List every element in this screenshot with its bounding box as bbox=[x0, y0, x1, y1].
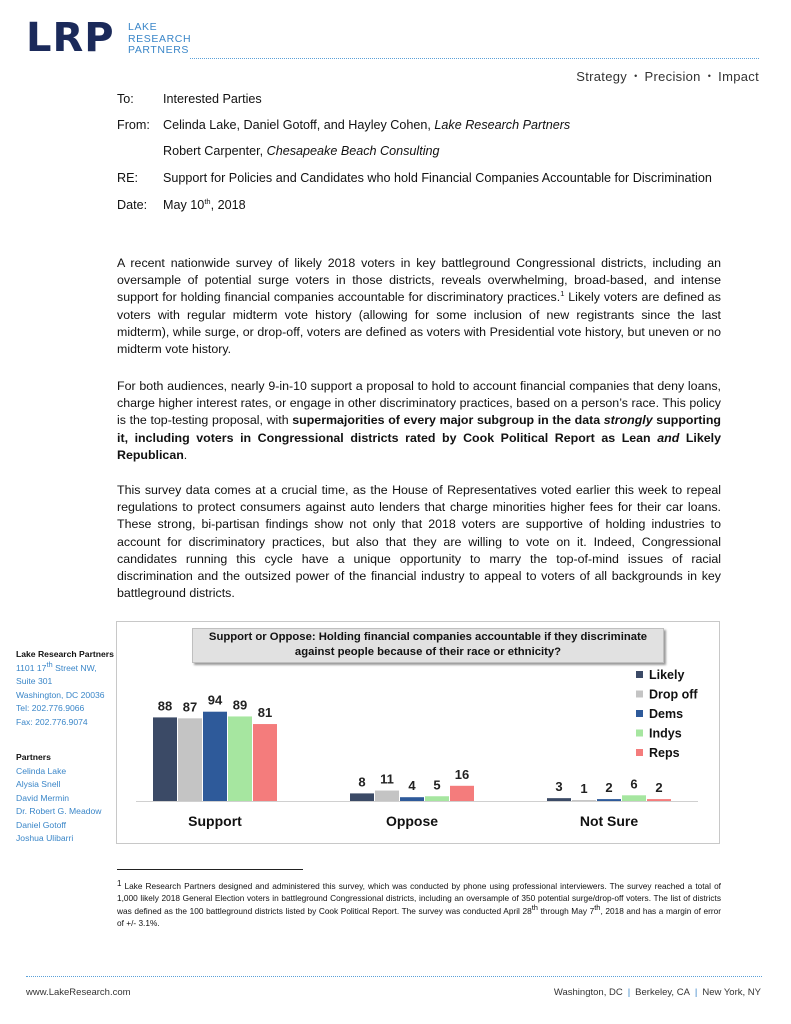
bar-support-dems bbox=[203, 712, 227, 801]
bar-oppose-dems bbox=[400, 797, 424, 801]
data-label: 1 bbox=[580, 781, 588, 797]
memo-date-value bbox=[163, 198, 246, 212]
legend-label: Indys bbox=[649, 726, 682, 741]
footnote-rule bbox=[117, 869, 303, 870]
data-label: 88 bbox=[157, 698, 173, 714]
bar-support-indys bbox=[228, 716, 252, 801]
bar-not-sure-likely bbox=[547, 798, 571, 801]
footer-office: New York, NY bbox=[702, 987, 761, 998]
sidebar-address bbox=[16, 648, 114, 729]
logo-word: RESEARCH bbox=[128, 32, 192, 45]
data-label: 8 bbox=[358, 774, 366, 790]
sidebar-partner: Dr. Robert G. Meadow bbox=[16, 806, 102, 816]
data-label: 5 bbox=[433, 777, 441, 793]
footer-divider bbox=[26, 976, 762, 977]
emphasis-text: supporting it, including voters in Congressional districts rated by Cook Political Report as Lean bbox=[117, 413, 721, 445]
bar-not-sure-drop-off bbox=[572, 800, 596, 801]
category-label: Oppose bbox=[385, 813, 439, 829]
tagline-word: Strategy bbox=[576, 69, 628, 84]
data-label: 94 bbox=[207, 692, 223, 708]
bar-not-sure-dems bbox=[597, 799, 621, 801]
footer-separator: | bbox=[694, 987, 698, 998]
memo-date-label: Date: bbox=[117, 198, 148, 212]
tagline bbox=[576, 69, 759, 84]
sidebar-partner: Celinda Lake bbox=[16, 765, 67, 776]
memo-date-year: , 2018 bbox=[210, 198, 246, 212]
footnote-sup: th bbox=[531, 902, 538, 912]
data-label: 81 bbox=[257, 705, 273, 721]
footer-separator: | bbox=[627, 987, 631, 998]
paragraph-findings bbox=[117, 378, 721, 464]
legend-label: Drop off bbox=[649, 687, 698, 702]
footnote-sup: th bbox=[594, 902, 601, 912]
memo-re-value: Support for Policies and Candidates who hold Financial Companies Accountable for Discrimination bbox=[163, 171, 712, 185]
sidebar-fax: Fax: 202.776.9074 bbox=[16, 716, 88, 727]
paragraph-text: Likely voters are defined as voters with regular midterm vote history (allowing for some inclusion of new registrants since the last midterm), while surge, or drop-off, voters are defined as voters with Presidential vote history, but uneven or no midterm vote history. bbox=[117, 290, 721, 357]
emphasis-italic: and bbox=[657, 430, 680, 445]
paragraph-text: A recent nationwide survey of likely 2018 voters in key battleground Congressional districts, including an oversample of potential surge voters in those districts, reveals overwhelming, broad-based, and intense support for holding financial companies accountable for discriminatory practices. bbox=[117, 256, 721, 305]
memo-to-value: Interested Parties bbox=[163, 92, 262, 106]
bar-oppose-indys bbox=[425, 796, 449, 801]
footer-office: Washington, DC bbox=[553, 987, 623, 998]
sidebar-address-line: Washington, DC 20036 bbox=[16, 689, 105, 700]
footer-office: Berkeley, CA bbox=[635, 987, 690, 998]
sidebar-address-line: Suite 301 bbox=[16, 676, 53, 686]
memo-from-value bbox=[163, 118, 570, 132]
category-label: Not Sure bbox=[579, 813, 639, 829]
logo-wordmark bbox=[128, 22, 191, 57]
legend-label: Dems bbox=[649, 707, 684, 721]
memo-from2-value bbox=[163, 144, 440, 158]
data-label: 87 bbox=[182, 699, 198, 715]
footnote-text: Lake Research Partners designed and administered this survey, which was conducted by phone using professional interviewers. The survey reached a total of 1,000 likely 2018 General Election voters in battleground Congressional districts, including an oversample of 350 potential surge/drop-off voters. The list of districts was defined as the 100 battleground districts listed by Cook Political Report. The survey was conducted April 28 bbox=[117, 881, 721, 916]
sidebar-partner: Joshua Ulibarri bbox=[16, 833, 74, 843]
memo-date-text: May 10 bbox=[163, 198, 205, 212]
memo-from-label: From: bbox=[117, 118, 150, 132]
bar-oppose-drop-off bbox=[375, 791, 399, 801]
sidebar-org-name: Lake Research Partners bbox=[16, 649, 114, 659]
logo-lettermark: LRP bbox=[26, 15, 115, 61]
bar-not-sure-indys bbox=[622, 795, 646, 801]
tagline-separator: • bbox=[634, 71, 638, 81]
bar-chart bbox=[116, 621, 720, 844]
legend-swatch bbox=[636, 710, 643, 717]
legend-swatch bbox=[636, 730, 643, 737]
data-label: 4 bbox=[408, 778, 416, 794]
data-label: 6 bbox=[630, 776, 638, 792]
paragraph-text: For both audiences, nearly 9-in-10 support a proposal to hold to account financial companies that deny loans, charge higher interest rates, or engage in other discriminatory practices, based on a person’s race. This policy is the top-testing proposal, with bbox=[117, 379, 721, 428]
data-label: 89 bbox=[232, 697, 248, 713]
emphasis-text: Likely Republican bbox=[117, 430, 721, 462]
paragraph-text: . bbox=[183, 447, 188, 462]
bar-support-reps bbox=[253, 724, 277, 801]
category-label: Support bbox=[188, 813, 242, 829]
sidebar-partner: Daniel Gotoff bbox=[16, 819, 67, 830]
memo-from2-name: Robert Carpenter, bbox=[163, 144, 267, 158]
bar-not-sure-reps bbox=[647, 799, 671, 801]
data-label: 3 bbox=[555, 779, 563, 795]
tagline-word: Precision bbox=[644, 69, 701, 84]
header-divider bbox=[190, 58, 759, 59]
footnote-text: through May 7 bbox=[537, 905, 595, 916]
sidebar-partner: David Mermin bbox=[16, 792, 70, 803]
footnote-mark: 1 bbox=[117, 879, 122, 888]
data-label: 2 bbox=[655, 780, 663, 796]
sidebar-address-line: 1101 17th Street NW, bbox=[16, 659, 97, 673]
sidebar-phone: Tel: 202.776.9066 bbox=[16, 703, 85, 713]
paragraph-intro bbox=[117, 255, 721, 358]
memo-from2-org: Chesapeake Beach Consulting bbox=[266, 144, 440, 158]
paragraph-context: This survey data comes at a crucial time, as the House of Representatives voted earlier this week to repeal regulations to protect consumers against auto lenders that charge minorities higher fees for their car loans. These strong, bi-partisan findings show not only that 2018 voters are supportive of holding industries to account for discriminatory practices, but also that they are willing to vote on it. Indeed, Congressional candidates running this cycle have a unique opportunity to marry the top-of-mind issues of racial discrimination and the outsized power of the financial industry to appeal to voters of all backgrounds in key battleground districts. bbox=[117, 483, 721, 601]
legend-label: Likely bbox=[649, 668, 685, 682]
legend-swatch bbox=[636, 749, 643, 756]
emphasis-italic: strongly bbox=[603, 413, 653, 428]
bar-support-drop-off bbox=[178, 718, 202, 801]
footer-offices bbox=[554, 987, 761, 998]
sidebar-partners-heading: Partners bbox=[16, 752, 51, 762]
memo-from-org: Lake Research Partners bbox=[434, 118, 571, 132]
sidebar-partners bbox=[16, 751, 102, 846]
footnote bbox=[117, 878, 721, 929]
emphasis-text: supermajorities of every major subgroup in the data bbox=[292, 413, 604, 428]
legend-swatch bbox=[636, 691, 643, 698]
bar-support-likely bbox=[153, 717, 177, 801]
bar-oppose-likely bbox=[350, 793, 374, 801]
footnote-text: , 2018 and has a margin of error of +/- 3.1%. bbox=[117, 905, 721, 928]
data-label: 11 bbox=[380, 771, 394, 787]
data-label: 2 bbox=[605, 780, 613, 796]
memo-re-label: RE: bbox=[117, 171, 138, 185]
tagline-word: Impact bbox=[718, 69, 759, 84]
sidebar-partner: Alysia Snell bbox=[16, 779, 61, 789]
legend-label: Reps bbox=[649, 746, 680, 760]
legend-swatch bbox=[636, 671, 643, 678]
memo-to-label: To: bbox=[117, 92, 134, 106]
chart-title: Support or Oppose: Holding financial companies accountable if they discriminate against people because of their race or ethnicity? bbox=[192, 628, 664, 663]
memo-from-names: Celinda Lake, Daniel Gotoff, and Hayley Cohen, bbox=[163, 118, 435, 132]
footer-website[interactable]: www.LakeResearch.com bbox=[26, 987, 131, 998]
logo-word: PARTNERS bbox=[128, 44, 190, 56]
data-label: 16 bbox=[454, 766, 470, 782]
memo-date-sup: th bbox=[204, 196, 211, 206]
tagline-separator: • bbox=[707, 71, 712, 81]
logo-word: LAKE bbox=[128, 21, 158, 33]
footnote-ref: 1 bbox=[560, 289, 565, 299]
bar-oppose-reps bbox=[450, 786, 474, 801]
